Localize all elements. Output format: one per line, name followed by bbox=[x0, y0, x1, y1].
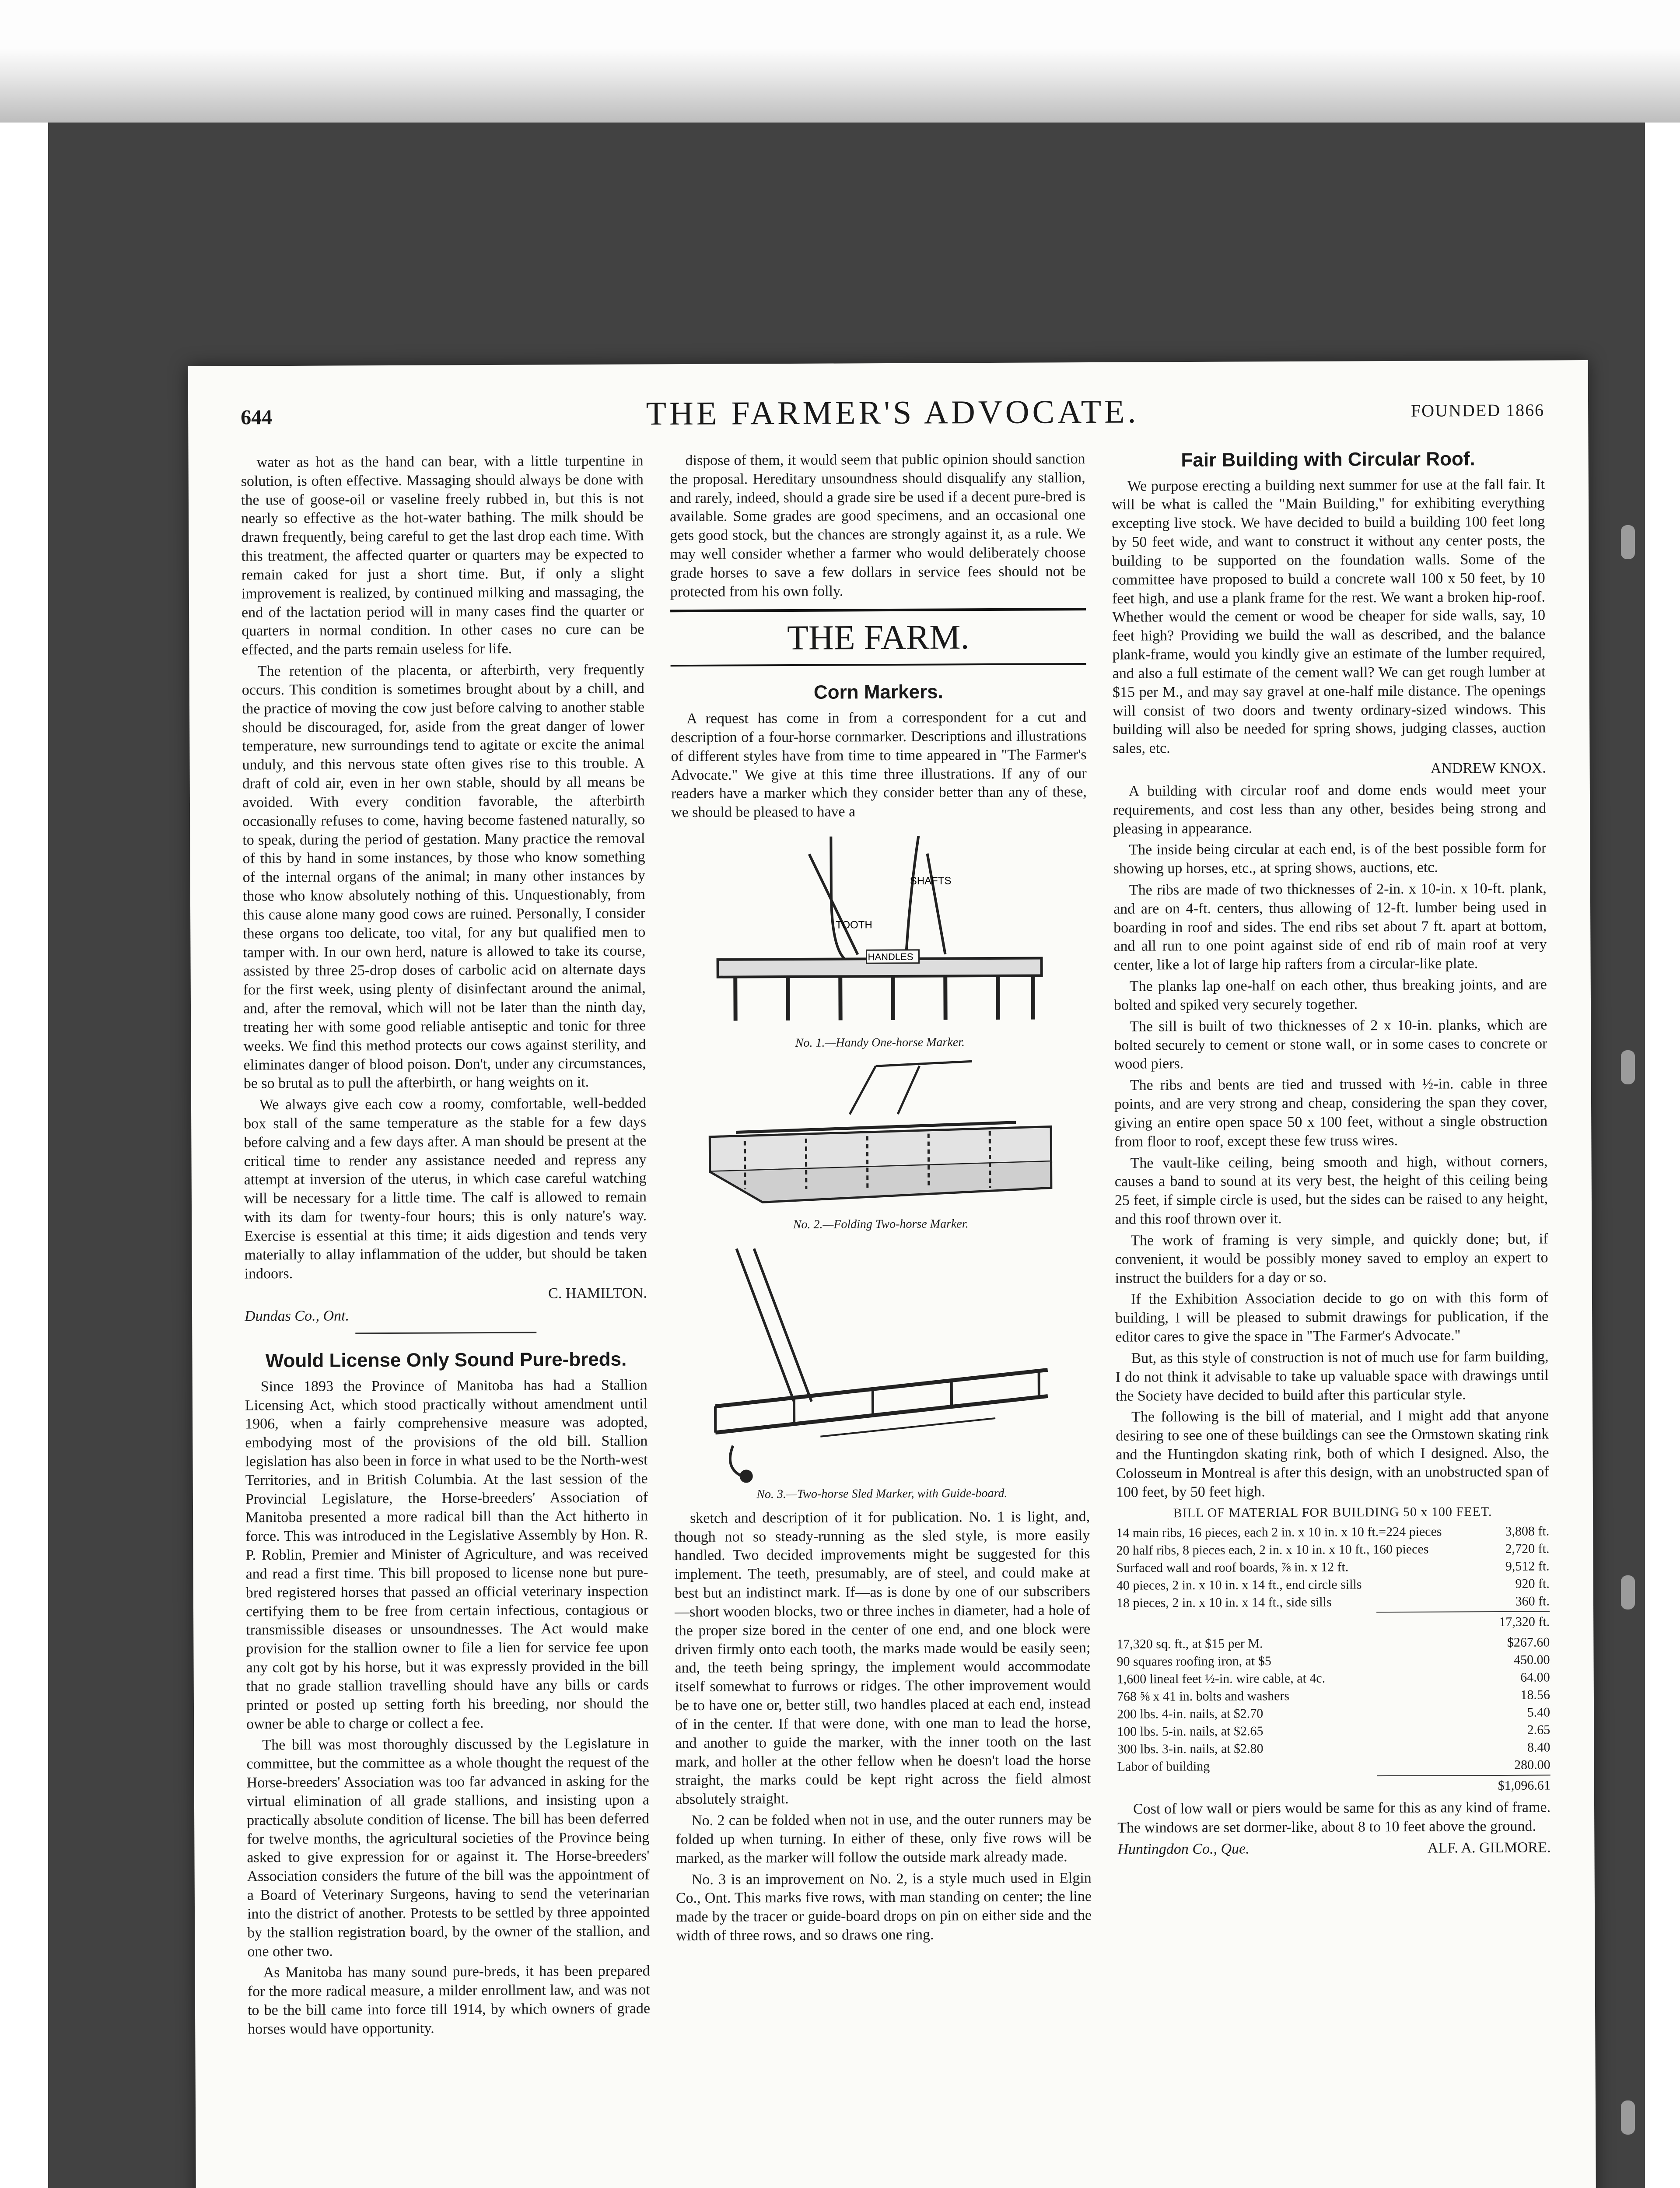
bill-total: $1,096.61 bbox=[1377, 1775, 1550, 1795]
scanner-background-top bbox=[0, 0, 1680, 123]
bill-row bbox=[1117, 1722, 1550, 1740]
article-paragraph: The vault-like ceiling, being smooth and high, without corners, causes a band to sound at its very best, the height of this ceiling being 25 feet, if simple circle is used, but the sides can be raised to any height, and this roof thrown over it. bbox=[1114, 1153, 1548, 1227]
article-paragraph: The planks lap one-half on each other, thus breaking joints, and are bolted and spiked very securely together. bbox=[1113, 976, 1547, 1013]
article-paragraph: A building with circular roof and dome ends would meet your requirements, and cost less than any other, besides being strong and pleasing in appearance. bbox=[1113, 781, 1547, 837]
figure-folding-two-horse-marker bbox=[672, 1056, 1089, 1233]
article-paragraph: sketch and description of it for publication. No. 1 is light, and, though not so steady-running as the sled style, is more easily handled. Two decided improvements might be suggested for this implement. The teeth, presumably, are of steel, and could make at best but an indistinct mark. If—as is done by one of our subscribers—short wooden blocks, two or three inches in diameter, had a hole of the proper size bored in the center of one end, and one block were driven firmly onto each tooth, the marks made would be easily seen; and, the teeth being springy, the implement would accommodate itself somewhat to furrows or ridges. The other improvement would be to have one or, better still, two handles placed at each end, instead of in the center. If that were done, with one man to lead the horse, and another to guide the marker, with the inner tooth on the last mark, and holler at the other fellow when he doesn't load the horse straight, the marks could be kept right across the field almost absolutely straight. bbox=[674, 1508, 1091, 1808]
bill-title: BILL OF MATERIAL FOR BUILDING 50 x 100 FEET. bbox=[1173, 1504, 1492, 1521]
film-perforation bbox=[1621, 1050, 1635, 1084]
article-paragraph: No. 3 is an improvement on No. 2, is a style much used in Elgin Co., Ont. This marks five rows, with man standing on center; the line made by the tracer or guide-board drops on pin on either side and the width of three rows, and so draws one ring. bbox=[676, 1869, 1092, 1944]
article-paragraph: The sill is built of two thicknesses of 2 x 10-in. planks, which are bolted securely to cement or stone wall, or in some cases to concrete or wood piers. bbox=[1114, 1017, 1547, 1073]
author-signature: C. HAMILTON. bbox=[548, 1285, 647, 1302]
bill-item: 200 lbs. 4-in. nails, at $2.70 bbox=[1117, 1706, 1264, 1722]
column-1 bbox=[241, 452, 651, 2041]
figure-caption: No. 2.—Folding Two-horse Marker. bbox=[793, 1217, 969, 1232]
figure-one-horse-marker bbox=[671, 827, 1088, 1051]
bill-item: 90 squares roofing iron, at $5 bbox=[1116, 1654, 1271, 1669]
figure-sled-marker bbox=[673, 1238, 1090, 1502]
column-3 bbox=[1111, 448, 1550, 1859]
page-header bbox=[241, 391, 1544, 445]
founded-line: FOUNDED 1866 bbox=[1410, 400, 1545, 421]
one-horse-marker-illustration bbox=[700, 827, 1059, 1034]
article-paragraph: The ribs are made of two thicknesses of 2-in. x 10-in. x 10-ft. plank, and are on 4-ft. centers, thus allowing of 12-ft. lumber being used in boarding in roof and sides. The end ribs set about 7 ft. apart at bottom, and all run to one point against side of end rib of main roof at very center, like a lot of large hip rafters from a circular-like plate. bbox=[1113, 880, 1547, 974]
article-paragraph: The inside being circular at each end, is of the best possible form for showing up horses, etc., at spring shows, auctions, etc. bbox=[1113, 840, 1547, 877]
article-paragraph: The retention of the placenta, or afterbirth, very frequently occurs. This condition is sometimes brought about by a chill, and the practice of moving the cow just before calving to another stable should be discouraged, for, aside from the great danger of lower temperature, new surroundings tend to agitate or excite the animal unduly, and this nervous state often gives rise to this trouble. A draft of cold air, even in her own stable, should by all means be avoided. With every condition favorable, the afterbirth occasionally refuses to come, having become fastened naturally, so to speak, during the period of gestation. Many practice the removal of this by hand in some instances, by those who know something of the internal organs of the animal; in many other instances by those who know absolutely nothing of this. Unquestionably, from this cause alone many good cows are ruined. Personally, I consider these organs too delicate, too vital, for any but qualified men to tamper with. In our own herd, nature is allowed to take its course, assisted by three 25-drop doses of carbolic acid on alternate days for the first week, using plenty of disinfectant around the animal, and, after the removal, which will not be later than the ninth day, treating her with some good reliable antiseptic and tonic for three weeks. We find this method protects our cows against sterility, and eliminates danger of blood poison. Don't, under any circumstances, be so brutal as to pull the afterbirth, or hang weights on it. bbox=[242, 661, 646, 1092]
article-paragraph: As Manitoba has many sound pure-breds, it has been prepared for the more radical measure, a milder enrollment law, and was not to be the bill came into force till 1914, by which owners of grade horses would have opportunity. bbox=[247, 1963, 651, 2037]
bill-item: 20 half ribs, 8 pieces each, 2 in. x 10 in. x 10 ft., 160 pieces bbox=[1116, 1542, 1429, 1558]
bill-amount: 2.65 bbox=[1527, 1722, 1550, 1737]
bill-row bbox=[1116, 1559, 1550, 1576]
bill-amount: 360 ft. bbox=[1515, 1594, 1550, 1609]
bill-amount: 8.40 bbox=[1527, 1740, 1550, 1755]
newspaper-page bbox=[188, 360, 1597, 2188]
author-location: Dundas Co., Ont. bbox=[245, 1308, 350, 1325]
author-signature: ALF. A. GILMORE. bbox=[1427, 1839, 1551, 1856]
article-heading: Corn Markers. bbox=[813, 681, 943, 704]
article-paragraph: The bill was most thoroughly discussed by the Legislature in committee, but the committee as a whole thought the request of the Horse-breeders' Association was too far advanced in asking for the virtual elimination of all grade stallions, and insisting upon a practically absolute condition of license. The bill has been deferred for twelve months, the agricultural societies of the Province being asked to give expression for or against it. The Horse-breeders' Association considers the future of the bill was the appointment of a Board of Veterinary Surgeons, having to send the veterinarian into the district of another. Protests to be settled by three appointed by the stallion registration board, by the owner of the stallion, and one other two. bbox=[246, 1735, 650, 1960]
bill-item: 17,320 sq. ft., at $15 per M. bbox=[1116, 1636, 1263, 1652]
masthead: THE FARMER'S ADVOCATE. bbox=[646, 393, 1139, 432]
handles-label: HANDLES bbox=[868, 951, 914, 963]
signature-line bbox=[1117, 1838, 1550, 1859]
article-paragraph: The work of framing is very simple, and quickly done; but, if convenient, it would be possibly money saved to employ an expert to instruct the builders for a day or so. bbox=[1115, 1231, 1548, 1287]
folding-marker-illustration bbox=[692, 1056, 1069, 1216]
bill-item: 14 main ribs, 16 pieces, each 2 in. x 10 in. x 10 ft.=224 pieces bbox=[1116, 1524, 1442, 1541]
film-perforation bbox=[1621, 1575, 1635, 1609]
bill-amount: 64.00 bbox=[1520, 1670, 1550, 1685]
bill-row bbox=[1116, 1576, 1550, 1594]
divider bbox=[355, 1332, 536, 1334]
bill-cost-table bbox=[1116, 1635, 1550, 1796]
bill-item: Surfaced wall and roof boards, ⅞ in. x 12 ft. bbox=[1116, 1560, 1349, 1576]
sled-marker-illustration bbox=[688, 1238, 1074, 1485]
section-heading: THE FARM. bbox=[670, 608, 1086, 667]
shafts-label: SHAFTS bbox=[910, 875, 952, 887]
tooth-label: TOOTH bbox=[836, 919, 872, 931]
bill-item: 768 ⅝ x 41 in. bolts and washers bbox=[1116, 1689, 1290, 1704]
bill-subtotal: 17,320 ft. bbox=[1376, 1611, 1550, 1631]
bill-item: 40 pieces, 2 in. x 10 in. x 14 ft., end circle sills bbox=[1116, 1577, 1362, 1593]
bill-amount: 18.56 bbox=[1520, 1687, 1550, 1702]
article-heading: Fair Building with Circular Roof. bbox=[1181, 448, 1475, 471]
article-heading: Would License Only Sound Pure-breds. bbox=[265, 1348, 627, 1372]
article-paragraph: The following is the bill of material, and I might add that anyone desiring to see one of these buildings can see the Ormstown skating rink and the Huntingdon skating rink, both of which I designed. Also, the Colosseum in Montreal is after this design, with an unobstructed span of 100 feet, by 50 feet high. bbox=[1116, 1407, 1549, 1501]
bill-row bbox=[1117, 1670, 1550, 1687]
bill-item: 1,600 lineal feet ½-in. wire cable, at 4c. bbox=[1116, 1671, 1326, 1687]
figure-caption: No. 1.—Handy One-horse Marker. bbox=[795, 1035, 965, 1050]
bill-row bbox=[1117, 1740, 1550, 1757]
bill-row bbox=[1116, 1635, 1550, 1652]
bill-lumber-table bbox=[1116, 1524, 1550, 1632]
film-perforation bbox=[1621, 525, 1635, 559]
article-paragraph: We always give each cow a roomy, comfortable, well-bedded box stall of the same temperature as the stable for a few days before calving and a few days after. A man should be present at the critical time to render any assistance needed and repress any attempt at inversion of the uterus, in which case careful watching will be necessary for a little time. The calf is allowed to remain with its dam for twenty-four hours; this is only nature's way. Exercise is essential at this time; it aids digestion and tends very materially to allay inflammation of the udder, but should be taken indoors. bbox=[244, 1095, 647, 1282]
article-paragraph: A request has come in from a correspondent for a cut and description of a four-horse cornmarker. Descriptions and illustrations of different styles have from time to time appeared in "The Farmer's Advocate." We give at this time three illustrations. If any of our readers have a marker which they consider better than any of these, we should be pleased to have a bbox=[671, 709, 1087, 821]
author-signature: ANDREW KNOX. bbox=[1430, 760, 1546, 777]
bill-amount: 450.00 bbox=[1513, 1652, 1550, 1667]
article-paragraph: Cost of low wall or piers would be same for this as any kind of frame. The windows are set dormer-like, about 8 to 10 feet above the ground. bbox=[1117, 1799, 1551, 1836]
bill-amount: 2,720 ft. bbox=[1505, 1541, 1550, 1557]
bill-row bbox=[1116, 1541, 1549, 1559]
bill-amount: $267.60 bbox=[1507, 1635, 1550, 1650]
bill-item: Labor of building bbox=[1117, 1759, 1210, 1774]
bill-row bbox=[1116, 1524, 1549, 1541]
bill-item: 18 pieces, 2 in. x 10 in. x 14 ft., side sills bbox=[1116, 1595, 1332, 1611]
bill-amount: 9,512 ft. bbox=[1505, 1559, 1550, 1574]
bill-row bbox=[1116, 1652, 1550, 1670]
article-paragraph: dispose of them, it would seem that public opinion should sanction the proposal. Hereditary unsoundness should disqualify any stallion, and rarely, indeed, should a grade sire be used if a decent pure-bred is available. Some grades are good specimens, and an occasional one gets good stock, but the chances are strongly against it, as a rule. We may well consider whether a farmer who would deliberately choose grade horses to save a few dollars in service fees should not be protected from his own folly. bbox=[669, 451, 1086, 600]
bill-amount: 280.00 bbox=[1514, 1757, 1550, 1772]
article-paragraph: If the Exhibition Association decide to go on with this form of building, I will be pleased to submit drawings for publication, if the editor cares to give the space in "The Farmer's Advocate." bbox=[1115, 1289, 1549, 1345]
article-paragraph: The ribs and bents are tied and trussed with ½-in. cable in three points, and are very strong and cheap, considering the span they cover, giving an entire open space 50 x 100 feet, without a single obstruction from floor to roof, except these few truss wires. bbox=[1114, 1075, 1548, 1150]
column-2 bbox=[669, 450, 1092, 1948]
page-number: 644 bbox=[241, 406, 273, 429]
bill-amount: 5.40 bbox=[1527, 1705, 1550, 1720]
figure-caption: No. 3.—Two-horse Sled Marker, with Guide-board. bbox=[756, 1486, 1008, 1501]
article-paragraph: We purpose erecting a building next summer for use at the fall fair. It will be what is called the "Main Building," for exhibiting everything excepting live stock. We have decided to build a building 100 feet long by 50 feet wide, and want to construct it without any center posts, the building to be supported on the foundation walls. Some of the committee have proposed to build a concrete wall 100 x 50 feet, by 10 feet high, and use a plank frame for the rest. We want a broken hip-roof. Whether would the cement or wood be cheaper for side walls, say, 10 feet high? Providing we build the wall as described, and the balance plank-frame, would you kindly give an estimate of the lumber required, and also a full estimate of the cement wall? We can get rough lumber at $15 per M., and may say gravel at one-half mile distance. The openings will consist of two doors and twenty ordinary-sized windows. This building will also be needed for spring shows, judging classes, auction sales, etc. bbox=[1111, 476, 1546, 757]
article-paragraph: water as hot as the hand can bear, with a little turpentine in solution, is often effective. Massaging should always be done with the use of goose-oil or vaseline freely rubbed in, but this is not nearly so effective as the hot-water bathing. The milk should be drawn frequently, being careful to get the last drop each time. With this treatment, the affected quarter or quarters may be expected to remain caked for just a short time. But, if only a slight improvement is realized, by continued milking and massaging, the end of the lactation period will in many cases find the quarter or quarters in normal condition. In other cases no cure can be effected, and the parts remain useless for life. bbox=[241, 452, 644, 658]
article-paragraph: No. 2 can be folded when not in use, and the outer runners may be folded up when turning. In either of these, only five rows will be marked, as the marker will follow the outside mark already made. bbox=[676, 1811, 1092, 1866]
article-paragraph: But, as this style of construction is not of much use for farm building, I do not think it advisable to take up valuable space with drawings until the Society have decided to build after this particular style. bbox=[1115, 1348, 1549, 1404]
bill-row bbox=[1117, 1687, 1550, 1705]
bill-row bbox=[1117, 1757, 1550, 1775]
bill-row bbox=[1116, 1594, 1550, 1611]
article-paragraph: Since 1893 the Province of Manitoba has had a Stallion Licensing Act, which stood practically without amendment until 1906, when a fairly comprehensive measure was adopted, embodying most of the provisions of the old bill. Stallion legislation has also been in force in what used to be the North-west Territories, and in British Columbia. At the last session of the Provincial Legislature, the Horse-breeders' Association of Manitoba presented a more radical bill than the Act hitherto in force. This was introduced in the Legislative Assembly by Hon. R. P. Roblin, Premier and Minister of Agriculture, and was received and read a first time. This bill proposed to license none but pure-bred registered horses that passed an official veterinary inspection certifying them to be free from certain infectious, contagious or transmissible diseases or unsoundnesses. The Act would make provision for the stallion owner to file a lien for service fee upon any colt got by his horse, but it was expressly provided in the bill that no grade stallion travelling should have any bills or cards printed or posted up setting forth his breeding, nor should the owner be able to charge or collect a fee. bbox=[245, 1377, 649, 1732]
bill-row bbox=[1117, 1705, 1550, 1722]
film-perforation bbox=[1621, 2100, 1635, 2135]
bill-item: 100 lbs. 5-in. nails, at $2.65 bbox=[1117, 1724, 1264, 1739]
bill-amount: 920 ft. bbox=[1515, 1576, 1550, 1592]
author-location: Huntingdon Co., Que. bbox=[1117, 1840, 1250, 1858]
bill-amount: 3,808 ft. bbox=[1505, 1524, 1550, 1539]
bill-item: 300 lbs. 3-in. nails, at $2.80 bbox=[1117, 1741, 1264, 1757]
